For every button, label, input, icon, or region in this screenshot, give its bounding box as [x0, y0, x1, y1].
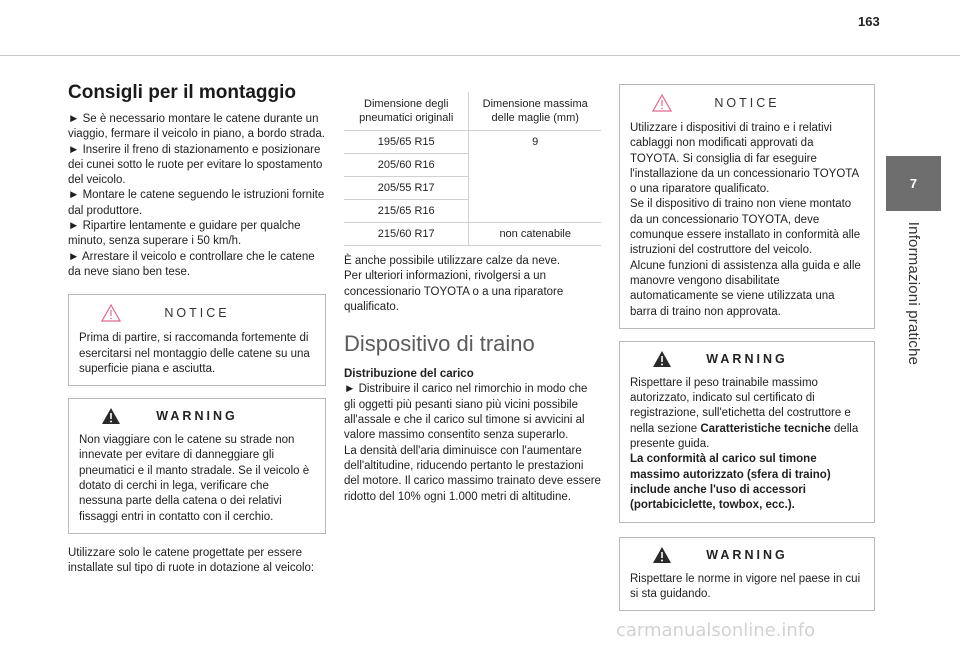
warning-label: WARNING	[706, 351, 788, 366]
table-row	[344, 131, 601, 154]
step-3: ► Montare le catene seguendo le istruzioni fornite dal produttore.	[68, 189, 325, 217]
page-number: 163	[858, 14, 880, 29]
header-divider	[0, 55, 960, 56]
warning-weight-text	[630, 376, 864, 452]
warning-weight-text-a: Rispettare il peso trainabile massimo autorizzato, indicato sul certificato di registrazione, sull'etichetta del costruttore e nella sezione	[630, 376, 851, 435]
tyre-size-cell: 205/60 R16	[344, 154, 469, 177]
notice-text-2: Se il dispositivo di traino non viene montato da un concessionario TOYOTA, deve comunque essere installato in conformità alle istruzioni del costruttore del veicolo.	[630, 198, 861, 257]
warning-label: WARNING	[706, 547, 788, 562]
warning-laws-text: Rispettare le norme in vigore nel paese in cui si sta guidando.	[630, 572, 861, 600]
tyre-size-cell: 205/55 R17	[344, 177, 469, 200]
warning-box-chains	[68, 398, 326, 534]
table-header-row	[344, 92, 601, 131]
chains-usage-text: Utilizzare solo le catene progettate per essere installate sul tipo di ruote in dotazione al veicolo:	[68, 546, 315, 575]
notice-text-1: Utilizzare i dispositivi di traino e i relativi cablaggi non modificati approvati da TOYOTA. Si consiglia di far eseguire l'installazione da un concessionario TOYOTA o una riparatore qualificato.	[630, 122, 859, 196]
warning-box-weight	[619, 341, 875, 523]
notice-text: Prima di partire, si raccomanda fortemente di esercitarsi nel montaggio delle catene su una superficie piana e asciutta.	[79, 332, 310, 375]
notice-header	[79, 295, 315, 331]
warning-tow-ball-text: La conformità al carico sul timone massimo autorizzato (sfera di traino) include anche l'uso di accessori (portabiciclette, towbox, ecc.).	[630, 453, 831, 512]
warning-text: Non viaggiare con le catene su strade non innevate per evitare di danneggiare gli pneumatici e il manto stradale. Se il veicolo è dotato di cerchi in lega, verificare che nessuna parte della catena o dei relativi fissaggi entri in contatto con il cerchio.	[79, 434, 310, 523]
tyre-size-cell: 215/65 R16	[344, 200, 469, 223]
warning-label: WARNING	[156, 409, 238, 424]
step-1: ► Se è necessario montare le catene durante un viaggio, fermare il veicolo in piano, a bordo strada.	[68, 113, 325, 141]
notice-header	[630, 85, 864, 121]
max-link-cell: non catenabile	[469, 223, 601, 246]
warning-box-laws	[619, 537, 875, 612]
max-link-cell: 9	[469, 131, 601, 223]
step-4: ► Ripartire lentamente e guidare per qualche minuto, senza superare i 50 km/h.	[68, 220, 301, 248]
notice-box-chains	[68, 294, 326, 386]
watermark: carmanualsonline.info	[616, 620, 816, 641]
step-5: ► Arrestare il veicolo e controllare che le catene da neve siano ben tese.	[68, 250, 315, 278]
section-title-mounting: Consigli per il montaggio	[68, 82, 296, 103]
table-header-tyre: Dimensione degli pneumatici originali	[344, 92, 469, 131]
warning-triangle-icon	[101, 407, 121, 425]
table-header-link: Dimensione massima delle maglie (mm)	[469, 92, 601, 131]
warning-weight-text-b: della presente guida.	[630, 422, 859, 451]
column-left	[68, 82, 326, 577]
warning-header	[630, 342, 864, 376]
column-middle	[344, 92, 601, 505]
notice-text-3: Alcune funzioni di assistenza alla guida e alle manovre vengono disabilitate automaticamente se viene utilizzata una barra di traino non approvata.	[630, 259, 861, 318]
subheading-load: Distribuzione del carico	[344, 368, 474, 381]
warning-triangle-icon	[652, 350, 672, 368]
notice-label: NOTICE	[714, 96, 780, 110]
column-right	[619, 84, 875, 611]
mounting-steps	[68, 112, 326, 280]
chapter-tab[interactable]: 7	[886, 156, 941, 211]
tyre-size-cell: 215/60 R17	[344, 223, 469, 246]
warning-triangle-icon	[652, 546, 672, 564]
notice-label: NOTICE	[164, 306, 230, 321]
notice-box-towbar	[619, 84, 875, 329]
snow-socks-note: È anche possibile utilizzare calze da neve. Per ulteriori informazioni, rivolgersi a un concessionario TOYOTA o a una riparatore qualificato.	[344, 255, 564, 313]
load-text: ► Distribuire il carico nel rimorchio in modo che gli oggetti più pesanti siano più vicini possibile all'assale e che il carico sul timone si avvicini al valore massimo consentito senza superarlo.	[344, 383, 588, 442]
chapter-title	[866, 218, 960, 368]
warning-header	[79, 399, 315, 433]
section-title-towing: Dispositivo di traino	[344, 331, 535, 357]
warning-triangle-icon	[652, 94, 672, 112]
step-2: ► Inserire il freno di stazionamento e posizionare dei cunei sotto le ruote per evitare lo spostamento del veicolo.	[68, 143, 323, 187]
chain-size-table	[344, 92, 601, 246]
table-row	[344, 223, 601, 246]
chapter-title-text: Informazioni pratiche	[905, 221, 922, 365]
tyre-size-cell: 195/65 R15	[344, 131, 469, 154]
altitude-text: La densità dell'aria diminuisce con l'aumentare dell'altitudine, riducendo pertanto le prestazioni del motore. Il carico massimo trainato deve essere ridotto del 10% ogni 1.000 metri di altitudine.	[344, 444, 601, 503]
warning-header	[630, 538, 864, 572]
warning-triangle-icon	[101, 304, 121, 322]
specs-link: Caratteristiche tecniche	[700, 422, 831, 435]
